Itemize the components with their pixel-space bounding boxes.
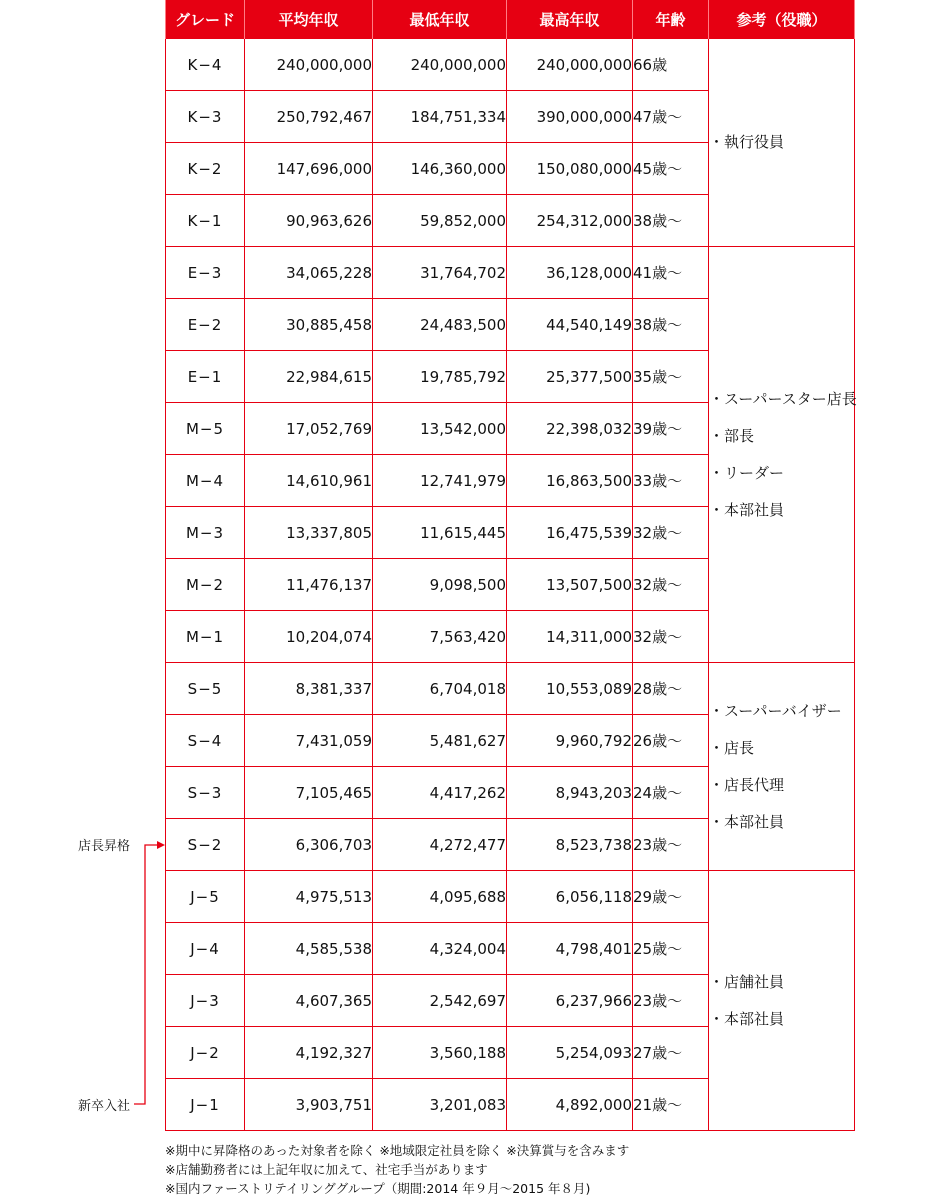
age-cell: 66歳 xyxy=(633,39,709,91)
role-item: ・店舗社員 xyxy=(709,972,785,991)
min-salary-cell: 3,560,188 xyxy=(373,1027,507,1079)
max-salary-cell: 5,254,093 xyxy=(507,1027,633,1079)
average-salary-cell: 13,337,805 xyxy=(245,507,373,559)
max-salary-cell: 16,863,500 xyxy=(507,455,633,507)
min-salary-cell: 12,741,979 xyxy=(373,455,507,507)
max-salary-cell: 13,507,500 xyxy=(507,559,633,611)
new-hire-label: 新卒入社 xyxy=(78,1099,131,1114)
grade-cell: S−5 xyxy=(166,663,245,715)
average-salary-cell: 34,065,228 xyxy=(245,247,373,299)
grade-cell: S−2 xyxy=(166,819,245,871)
max-salary-cell: 8,943,203 xyxy=(507,767,633,819)
grade-cell: M−5 xyxy=(166,403,245,455)
role-item: ・本部社員 xyxy=(709,500,785,519)
min-salary-cell: 3,201,083 xyxy=(373,1079,507,1131)
average-salary-cell: 147,696,000 xyxy=(245,143,373,195)
min-salary-cell: 7,563,420 xyxy=(373,611,507,663)
header-role: 参考（役職） xyxy=(709,0,855,39)
age-cell: 39歳〜 xyxy=(633,403,709,455)
grade-cell: J−1 xyxy=(166,1079,245,1131)
average-salary-cell: 17,052,769 xyxy=(245,403,373,455)
max-salary-cell: 240,000,000 xyxy=(507,39,633,91)
grade-cell: K−3 xyxy=(166,91,245,143)
max-salary-cell: 25,377,500 xyxy=(507,351,633,403)
grade-cell: E−3 xyxy=(166,247,245,299)
max-salary-cell: 8,523,738 xyxy=(507,819,633,871)
min-salary-cell: 4,324,004 xyxy=(373,923,507,975)
max-salary-cell: 4,892,000 xyxy=(507,1079,633,1131)
min-salary-cell: 31,764,702 xyxy=(373,247,507,299)
age-cell: 38歳〜 xyxy=(633,299,709,351)
average-salary-cell: 6,306,703 xyxy=(245,819,373,871)
header-min-salary: 最低年収 xyxy=(373,0,507,39)
footnote-line: ※期中に昇降格のあった対象者を除く ※地域限定社員を除く ※決算賞与を含みます xyxy=(165,1143,630,1158)
age-cell: 29歳〜 xyxy=(633,871,709,923)
role-item: ・店長 xyxy=(709,738,755,757)
average-salary-cell: 90,963,626 xyxy=(245,195,373,247)
average-salary-cell: 7,105,465 xyxy=(245,767,373,819)
min-salary-cell: 13,542,000 xyxy=(373,403,507,455)
average-salary-cell: 22,984,615 xyxy=(245,351,373,403)
footnote-line: ※国内ファーストリテイリンググループ（期間:2014 年９月〜2015 年８月) xyxy=(165,1181,591,1196)
max-salary-cell: 254,312,000 xyxy=(507,195,633,247)
average-salary-cell: 30,885,458 xyxy=(245,299,373,351)
age-cell: 38歳〜 xyxy=(633,195,709,247)
header-grade: グレード xyxy=(166,0,245,39)
age-cell: 25歳〜 xyxy=(633,923,709,975)
role-item: ・店長代理 xyxy=(709,775,785,794)
age-cell: 23歳〜 xyxy=(633,819,709,871)
min-salary-cell: 2,542,697 xyxy=(373,975,507,1027)
min-salary-cell: 9,098,500 xyxy=(373,559,507,611)
age-cell: 28歳〜 xyxy=(633,663,709,715)
promotion-label: 店長昇格 xyxy=(78,839,131,854)
min-salary-cell: 19,785,792 xyxy=(373,351,507,403)
min-salary-cell: 4,095,688 xyxy=(373,871,507,923)
average-salary-cell: 3,903,751 xyxy=(245,1079,373,1131)
role-item: ・スーパースター店長 xyxy=(709,389,857,408)
average-salary-cell: 4,192,327 xyxy=(245,1027,373,1079)
average-salary-cell: 14,610,961 xyxy=(245,455,373,507)
age-cell: 32歳〜 xyxy=(633,559,709,611)
grade-cell: K−2 xyxy=(166,143,245,195)
grade-cell: M−2 xyxy=(166,559,245,611)
average-salary-cell: 250,792,467 xyxy=(245,91,373,143)
grade-cell: E−2 xyxy=(166,299,245,351)
role-item: ・部長 xyxy=(709,426,755,445)
role-item: ・本部社員 xyxy=(709,812,785,831)
max-salary-cell: 36,128,000 xyxy=(507,247,633,299)
average-salary-cell: 4,585,538 xyxy=(245,923,373,975)
header-average-salary: 平均年収 xyxy=(245,0,373,39)
age-cell: 32歳〜 xyxy=(633,611,709,663)
age-cell: 47歳〜 xyxy=(633,91,709,143)
age-cell: 21歳〜 xyxy=(633,1079,709,1131)
max-salary-cell: 390,000,000 xyxy=(507,91,633,143)
age-cell: 26歳〜 xyxy=(633,715,709,767)
average-salary-cell: 8,381,337 xyxy=(245,663,373,715)
grade-cell: J−3 xyxy=(166,975,245,1027)
age-cell: 33歳〜 xyxy=(633,455,709,507)
max-salary-cell: 22,398,032 xyxy=(507,403,633,455)
role-item: ・本部社員 xyxy=(709,1009,785,1028)
grade-cell: J−5 xyxy=(166,871,245,923)
role-item: ・スーパーバイザー xyxy=(709,701,842,720)
max-salary-cell: 4,798,401 xyxy=(507,923,633,975)
max-salary-cell: 6,056,118 xyxy=(507,871,633,923)
age-cell: 45歳〜 xyxy=(633,143,709,195)
grade-cell: M−4 xyxy=(166,455,245,507)
header-age: 年齢 xyxy=(633,0,709,39)
average-salary-cell: 4,607,365 xyxy=(245,975,373,1027)
age-cell: 35歳〜 xyxy=(633,351,709,403)
grade-cell: E−1 xyxy=(166,351,245,403)
min-salary-cell: 5,481,627 xyxy=(373,715,507,767)
average-salary-cell: 11,476,137 xyxy=(245,559,373,611)
header-max-salary: 最高年収 xyxy=(507,0,633,39)
max-salary-cell: 150,080,000 xyxy=(507,143,633,195)
grade-cell: K−4 xyxy=(166,39,245,91)
max-salary-cell: 9,960,792 xyxy=(507,715,633,767)
max-salary-cell: 14,311,000 xyxy=(507,611,633,663)
min-salary-cell: 4,272,477 xyxy=(373,819,507,871)
age-cell: 32歳〜 xyxy=(633,507,709,559)
grade-cell: J−4 xyxy=(166,923,245,975)
average-salary-cell: 240,000,000 xyxy=(245,39,373,91)
average-salary-cell: 4,975,513 xyxy=(245,871,373,923)
min-salary-cell: 11,615,445 xyxy=(373,507,507,559)
min-salary-cell: 24,483,500 xyxy=(373,299,507,351)
max-salary-cell: 44,540,149 xyxy=(507,299,633,351)
footnote-line: ※店舗勤務者には上記年収に加えて、社宅手当があります xyxy=(165,1162,488,1177)
min-salary-cell: 184,751,334 xyxy=(373,91,507,143)
min-salary-cell: 6,704,018 xyxy=(373,663,507,715)
max-salary-cell: 16,475,539 xyxy=(507,507,633,559)
role-item: ・リーダー xyxy=(709,463,785,482)
min-salary-cell: 59,852,000 xyxy=(373,195,507,247)
grade-cell: S−3 xyxy=(166,767,245,819)
grade-cell: M−1 xyxy=(166,611,245,663)
average-salary-cell: 10,204,074 xyxy=(245,611,373,663)
average-salary-cell: 7,431,059 xyxy=(245,715,373,767)
min-salary-cell: 240,000,000 xyxy=(373,39,507,91)
grade-cell: S−4 xyxy=(166,715,245,767)
grade-cell: K−1 xyxy=(166,195,245,247)
max-salary-cell: 10,553,089 xyxy=(507,663,633,715)
role-item: ・執行役員 xyxy=(709,133,785,151)
grade-cell: J−2 xyxy=(166,1027,245,1079)
age-cell: 24歳〜 xyxy=(633,767,709,819)
age-cell: 27歳〜 xyxy=(633,1027,709,1079)
max-salary-cell: 6,237,966 xyxy=(507,975,633,1027)
grade-cell: M−3 xyxy=(166,507,245,559)
footnotes xyxy=(165,1141,629,1198)
age-cell: 23歳〜 xyxy=(633,975,709,1027)
min-salary-cell: 4,417,262 xyxy=(373,767,507,819)
age-cell: 41歳〜 xyxy=(633,247,709,299)
min-salary-cell: 146,360,000 xyxy=(373,143,507,195)
